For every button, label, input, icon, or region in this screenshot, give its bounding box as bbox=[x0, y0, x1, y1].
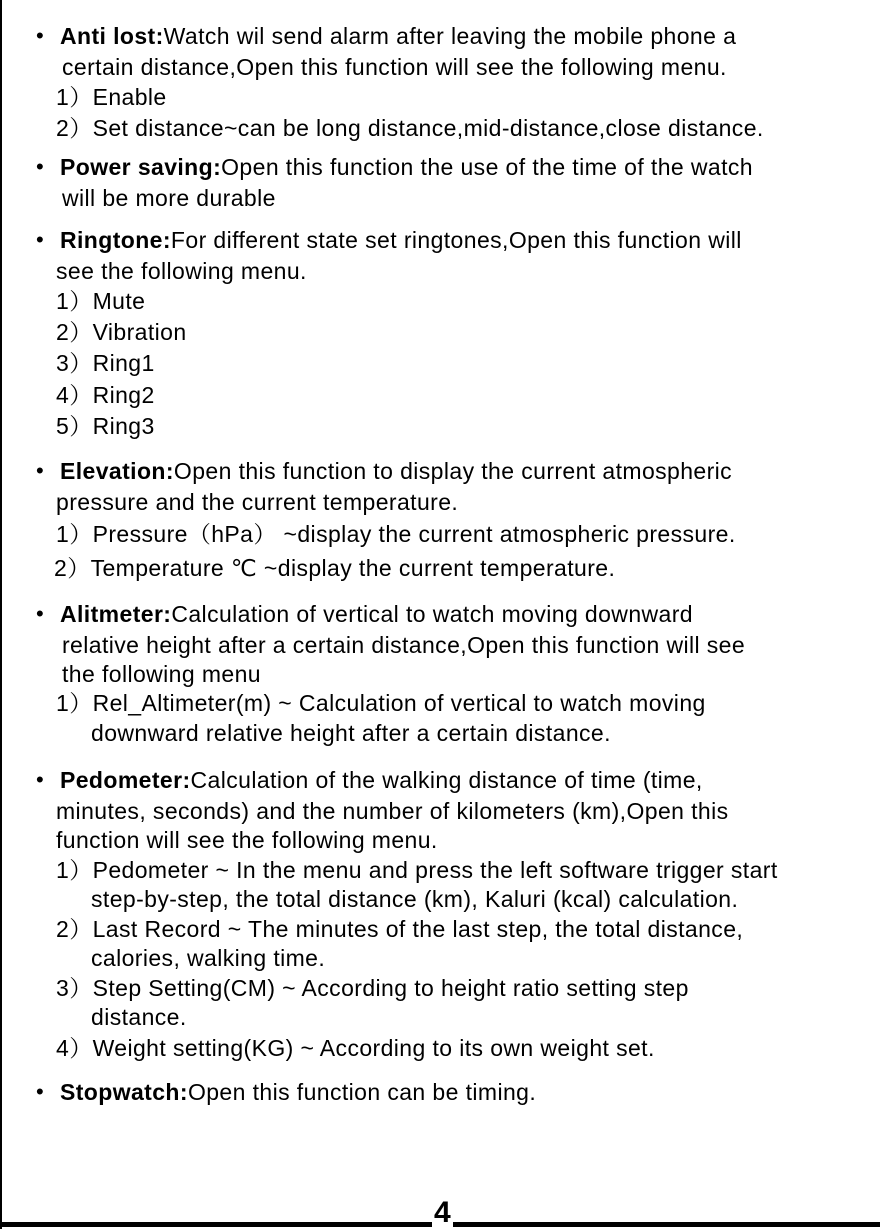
list-item-continuation: distance. bbox=[91, 1004, 187, 1030]
page-number: 4 bbox=[434, 1196, 451, 1229]
section-heading: Stopwatch: bbox=[60, 1079, 188, 1105]
list-item: 5）Ring3 bbox=[56, 413, 155, 439]
list-item: 2）Vibration bbox=[56, 319, 187, 345]
list-item: 1）Pressure（hPa） ~display the current atmospheric pressure. bbox=[56, 521, 736, 547]
section-anti-lost-line1 bbox=[60, 21, 736, 51]
list-item: 1）Pedometer ~ In the menu and press the left software trigger start bbox=[56, 857, 778, 883]
bullet-icon: • bbox=[36, 23, 44, 48]
bullet-icon: • bbox=[36, 767, 44, 792]
list-item: 4）Weight setting(KG) ~ According to its own weight set. bbox=[56, 1035, 655, 1061]
list-item-continuation: downward relative height after a certain distance. bbox=[91, 720, 611, 746]
section-pedometer-line1 bbox=[60, 765, 703, 795]
section-text: certain distance,Open this function will see the following menu. bbox=[62, 54, 727, 80]
bullet-icon: • bbox=[36, 601, 44, 626]
section-text: relative height after a certain distance,Open this function will see bbox=[62, 632, 746, 658]
list-item: 2）Temperature ℃ ~display the current temperature. bbox=[54, 555, 616, 581]
section-text: Open this function the use of the time of the watch bbox=[221, 154, 753, 180]
list-item: 1）Mute bbox=[56, 288, 146, 314]
bullet-icon: • bbox=[36, 1079, 44, 1104]
section-text: pressure and the current temperature. bbox=[56, 489, 459, 515]
section-text: Calculation of vertical to watch moving downward bbox=[171, 601, 693, 627]
section-text: the following menu bbox=[62, 661, 261, 687]
section-heading: Ringtone: bbox=[60, 227, 171, 253]
list-item: 1）Enable bbox=[56, 84, 167, 110]
section-heading: Alitmeter: bbox=[60, 601, 172, 627]
section-text: Calculation of the walking distance of time (time, bbox=[190, 767, 703, 793]
section-heading: Pedometer: bbox=[60, 767, 191, 793]
list-item-continuation: calories, walking time. bbox=[91, 945, 326, 971]
section-heading: Elevation: bbox=[60, 458, 174, 484]
section-text: see the following menu. bbox=[56, 258, 307, 284]
section-elevation-line1 bbox=[60, 456, 732, 486]
section-stopwatch-line1 bbox=[60, 1077, 536, 1107]
page-border-left bbox=[0, 0, 2, 1229]
list-item: 2）Last Record ~ The minutes of the last step, the total distance, bbox=[56, 916, 744, 942]
section-text: function will see the following menu. bbox=[56, 827, 438, 853]
bullet-icon: • bbox=[36, 227, 44, 252]
section-text: Open this function can be timing. bbox=[187, 1079, 537, 1105]
bullet-icon: • bbox=[36, 154, 44, 179]
list-item: 3）Ring1 bbox=[56, 350, 155, 376]
section-ringtone-line1 bbox=[60, 225, 742, 255]
section-heading: Anti lost: bbox=[60, 23, 164, 49]
list-item: 4）Ring2 bbox=[56, 382, 155, 408]
section-text: minutes, seconds) and the number of kilometers (km),Open this bbox=[56, 798, 729, 824]
list-item: 2）Set distance~can be long distance,mid-distance,close distance. bbox=[56, 115, 764, 141]
section-text: Watch wil send alarm after leaving the mobile phone a bbox=[163, 23, 737, 49]
section-power-saving-line1 bbox=[60, 152, 753, 182]
bullet-icon: • bbox=[36, 458, 44, 483]
list-item: 3）Step Setting(CM) ~ According to height ratio setting step bbox=[56, 975, 689, 1001]
section-heading: Power saving: bbox=[60, 154, 222, 180]
section-altimeter-line1 bbox=[60, 599, 693, 629]
list-item: 1）Rel_Altimeter(m) ~ Calculation of vertical to watch moving bbox=[56, 690, 706, 716]
section-text: Open this function to display the current atmospheric bbox=[173, 458, 733, 484]
section-text: For different state set ringtones,Open this function will bbox=[170, 227, 742, 253]
list-item-continuation: step-by-step, the total distance (km), Kaluri (kcal) calculation. bbox=[91, 886, 739, 912]
section-text: will be more durable bbox=[62, 185, 276, 211]
